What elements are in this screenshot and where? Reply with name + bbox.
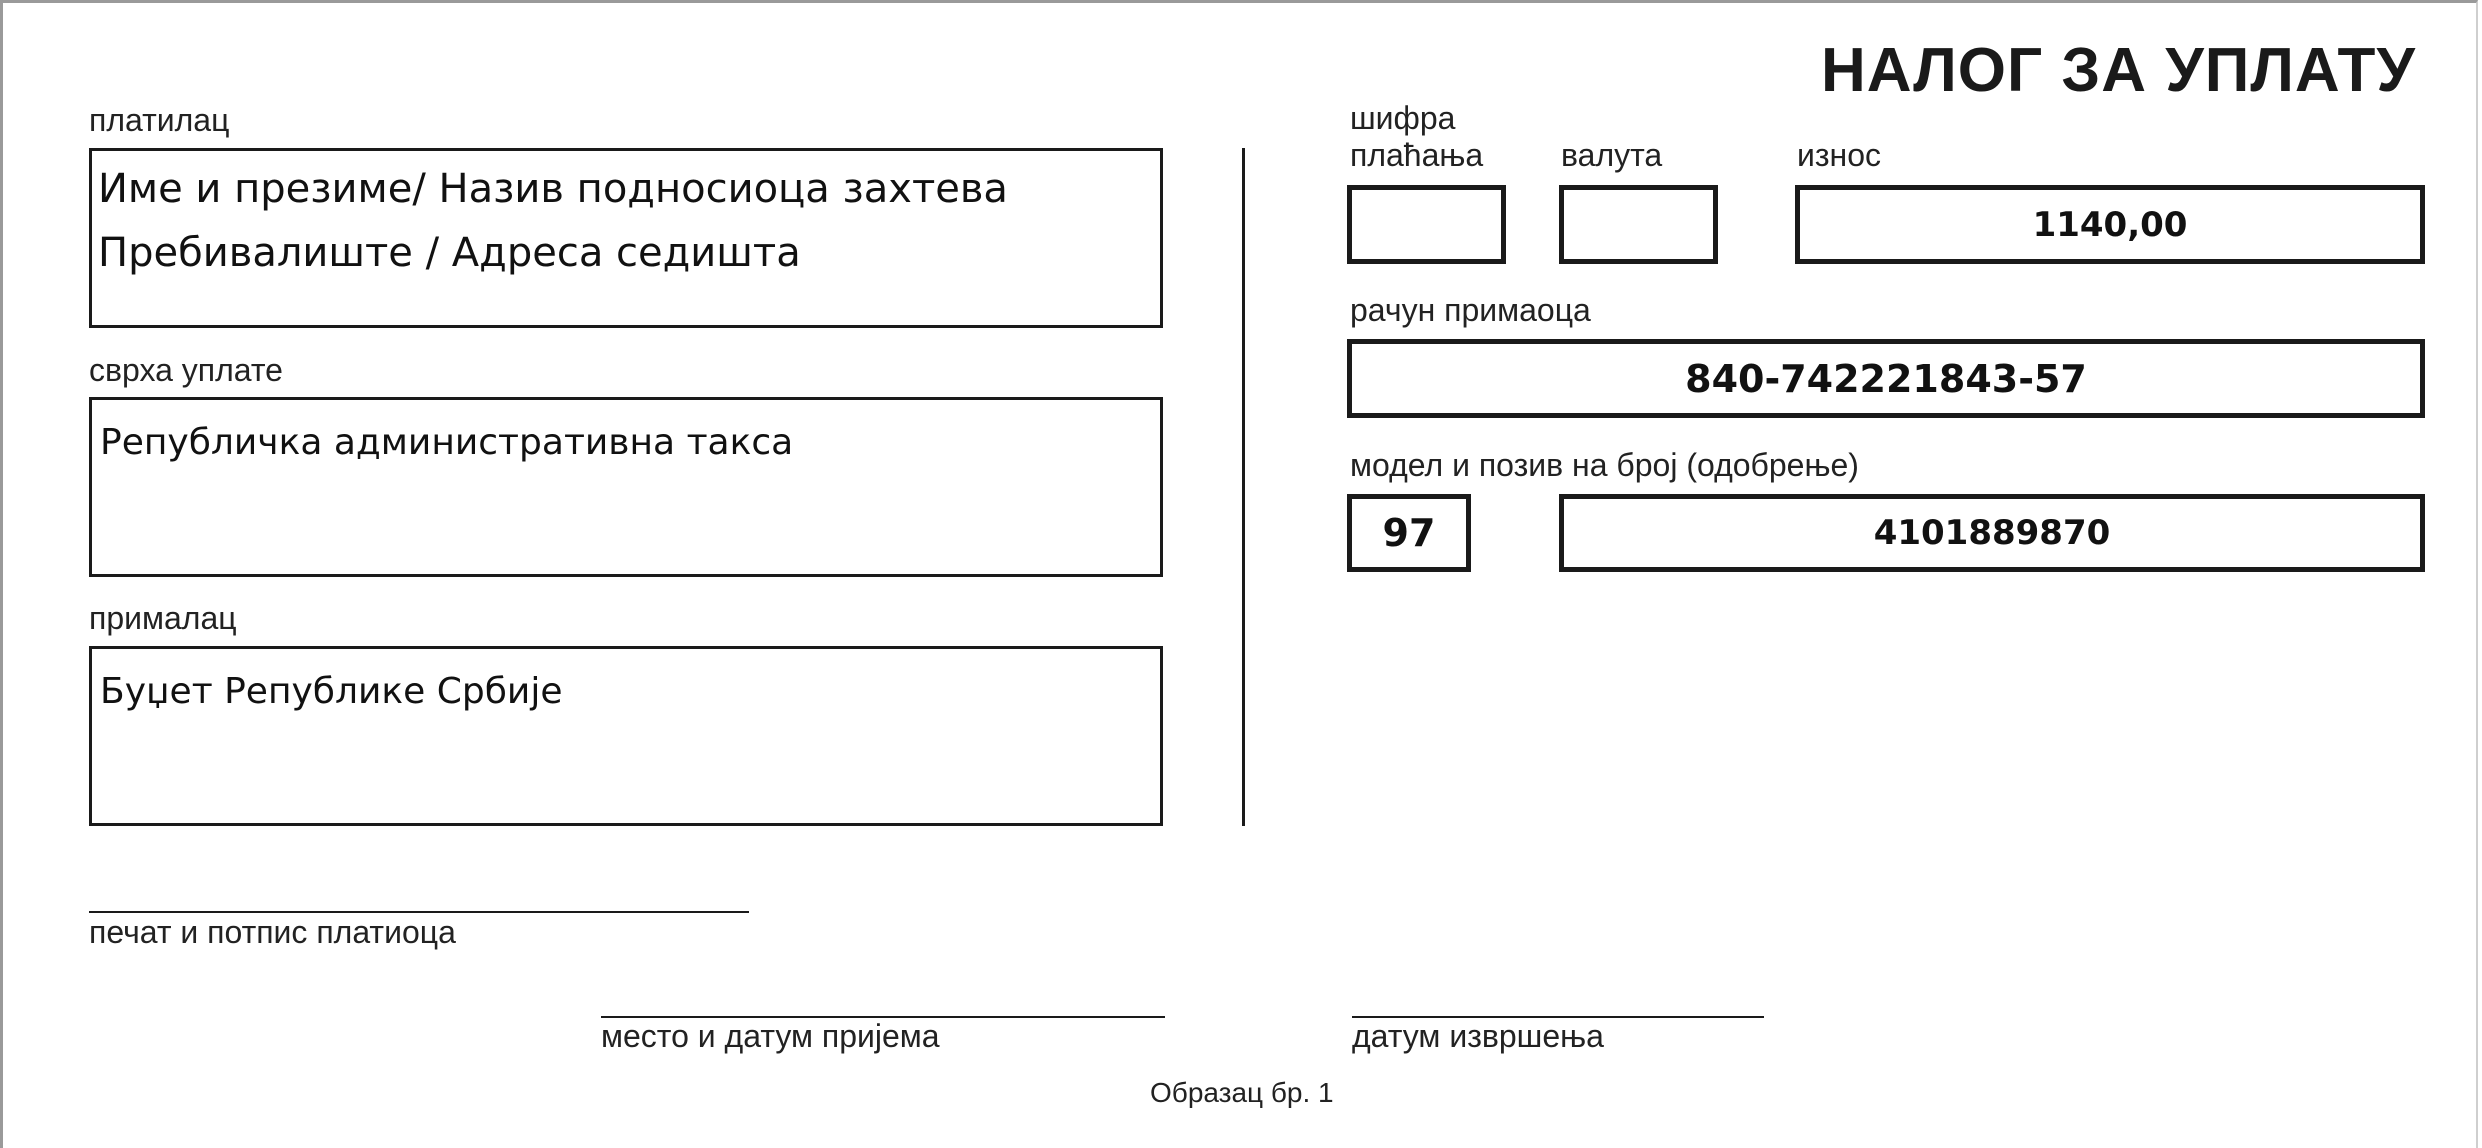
payment-code-field[interactable]	[1347, 185, 1506, 264]
reference-number-field[interactable]	[1559, 494, 2425, 572]
payer-signature-label: печат и потпис платиоца	[89, 914, 456, 950]
reference-model-value: 97	[1382, 511, 1436, 555]
recipient-field[interactable]	[89, 646, 1163, 826]
amount-label: износ	[1797, 137, 1882, 173]
payment-code-label-line2: плаћања	[1350, 137, 1484, 173]
reference-model-field[interactable]	[1347, 494, 1471, 572]
recipient-value: Буџет Републике Србије	[100, 671, 563, 712]
form-number: Образац бр. 1	[1150, 1077, 1334, 1108]
payment-code-value	[1352, 190, 1501, 259]
place-date-received-label: место и датум пријема	[601, 1018, 940, 1054]
recipient-account-field[interactable]	[1347, 339, 2425, 418]
purpose-field[interactable]	[89, 397, 1163, 577]
payer-label: платилац	[89, 102, 230, 138]
execution-date-label: датум извршења	[1352, 1018, 1604, 1054]
currency-value	[1564, 190, 1713, 259]
payment-code-label-line1: шифра	[1350, 100, 1456, 136]
recipient-account-value: 840-742221843-57	[1685, 356, 2087, 401]
amount-value: 1140,00	[2032, 204, 2188, 245]
currency-field[interactable]	[1559, 185, 1718, 264]
form-title: НАЛОГ ЗА УПЛАТУ	[1820, 36, 2416, 105]
recipient-account-label: рачун примаоца	[1350, 292, 1591, 328]
reference-label: модел и позив на број (одобрење)	[1350, 447, 1859, 483]
payer-address: Пребивалиште / Адреса седишта	[98, 230, 801, 276]
amount-field[interactable]	[1795, 185, 2425, 264]
payer-signature-line	[89, 911, 749, 913]
column-divider	[1242, 148, 1245, 826]
currency-label: валута	[1561, 137, 1663, 173]
reference-number-value: 4101889870	[1873, 513, 2111, 553]
recipient-label: прималац	[89, 600, 237, 636]
purpose-value: Републичка административна такса	[100, 422, 794, 463]
payer-field[interactable]	[89, 148, 1163, 328]
purpose-label: сврха уплате	[89, 352, 283, 388]
payer-name: Име и презиме/ Назив подносиоца захтева	[98, 166, 1008, 212]
